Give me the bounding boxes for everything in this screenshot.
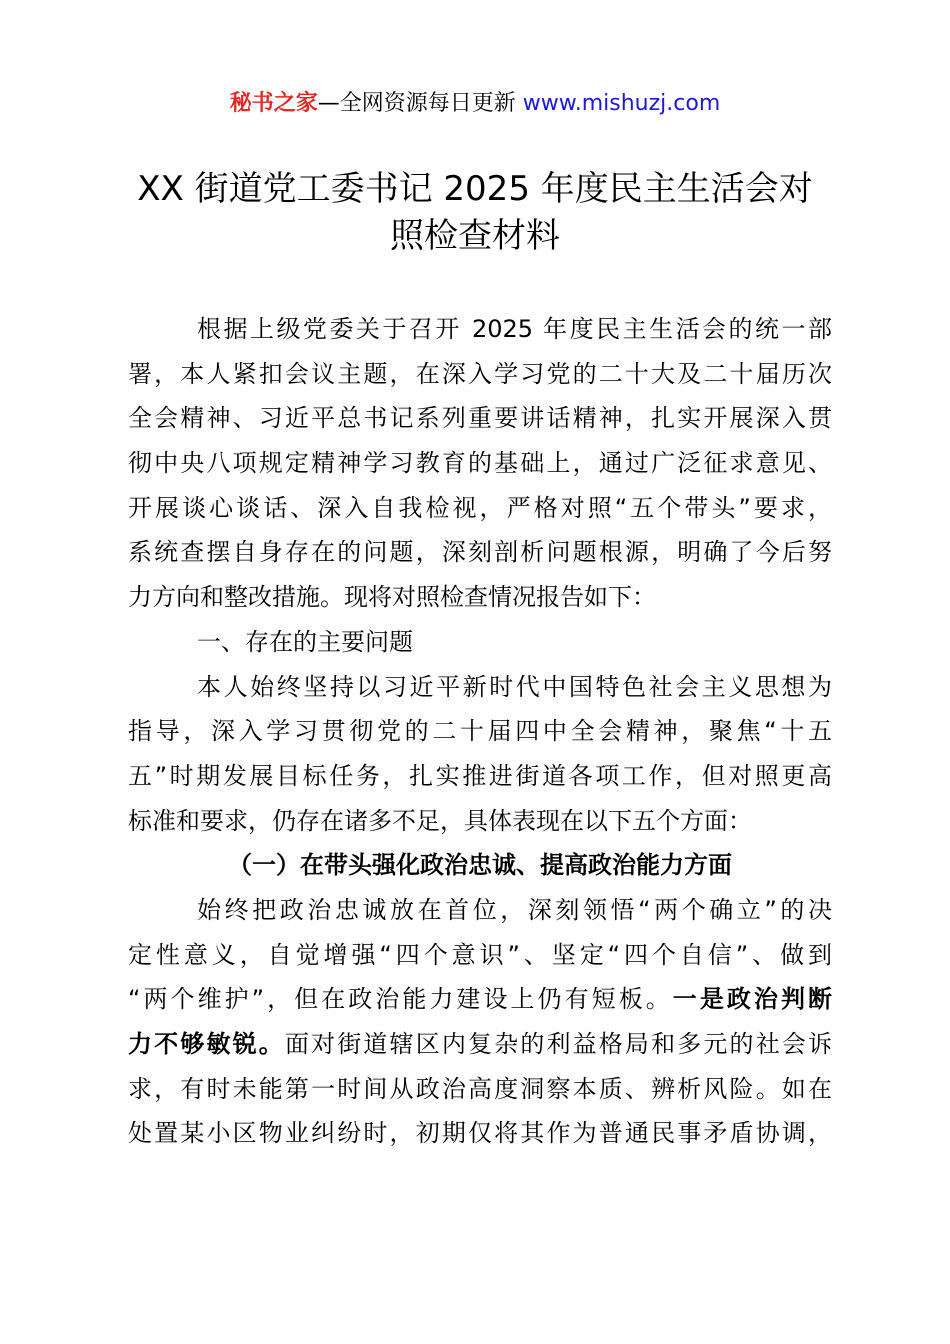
site-url-link[interactable]: www.mishuzj.com [522, 91, 721, 116]
paragraph-line: 系统查摆自身存在的问题，深刻剖析问题根源，明确了今后努 [128, 538, 832, 567]
bold-point-label: 力不够敏锐。 [128, 1030, 285, 1058]
paragraph-line: 始终把政治忠诚放在首位，深刻领悟“两个确立”的决 [197, 895, 832, 924]
paragraph-line: 定性意义，自觉增强“四个意识”、坚定“四个自信”、做到 [128, 940, 832, 969]
line-text: “两个维护”，但在政治能力建设上仍有短板。 [128, 985, 673, 1014]
paragraph-line: 指导，深入学习贯彻党的二十届四中全会精神，聚焦“十五 [128, 717, 832, 746]
title-line: XX 街道党工委书记 2025 年度民主生活会对 [137, 169, 813, 209]
section-heading: 一、存在的主要问题 [197, 627, 413, 656]
paragraph-line [128, 977, 832, 1022]
paragraph-line: 处置某小区物业纠纷时，初期仅将其作为普通民事矛盾协调， [128, 1119, 832, 1148]
title-line: 照检查材料 [390, 216, 560, 256]
paragraph-line [128, 1022, 832, 1067]
paragraph-line: 署，本人紧扣会议主题，在深入学习党的二十大及二十届历次 [128, 359, 832, 388]
banner-tagline: —全网资源每日更新 [317, 91, 523, 116]
paragraph-line: 本人始终坚持以习近平新时代中国特色社会主义思想为 [197, 672, 832, 701]
site-banner [0, 88, 950, 120]
bold-point-label: 一是政治判断 [672, 985, 832, 1014]
document-body [128, 307, 832, 1156]
line-text: 面对街道辖区内复杂的利益格局和多元的社会诉 [284, 1030, 833, 1058]
paragraph-line: 标准和要求，仍存在诸多不足，具体表现在以下五个方面： [128, 806, 752, 835]
paragraph-line: 开展谈心谈话、深入自我检视，严格对照“五个带头”要求， [128, 493, 832, 522]
paragraph-line: 五”时期发展目标任务，扎实推进街道各项工作，但对照更高 [128, 761, 832, 790]
paragraph-line: 全会精神、习近平总书记系列重要讲话精神，扎实开展深入贯 [128, 404, 832, 433]
document-title [100, 166, 850, 260]
paragraph-line: 根据上级党委关于召开 2025 年度民主生活会的统一部 [197, 315, 832, 343]
paragraph-line: 力方向和整改措施。现将对照检查情况报告如下： [128, 583, 656, 612]
paragraph-line: 求，有时未能第一时间从政治高度洞察本质、辨析风险。如在 [128, 1074, 832, 1103]
brand-name: 秘书之家 [229, 91, 318, 116]
subsection-heading: （一）在带头强化政治忠诚、提高政治能力方面 [228, 851, 732, 880]
paragraph-line: 彻中央八项规定精神学习教育的基础上，通过广泛征求意见、 [128, 449, 832, 478]
